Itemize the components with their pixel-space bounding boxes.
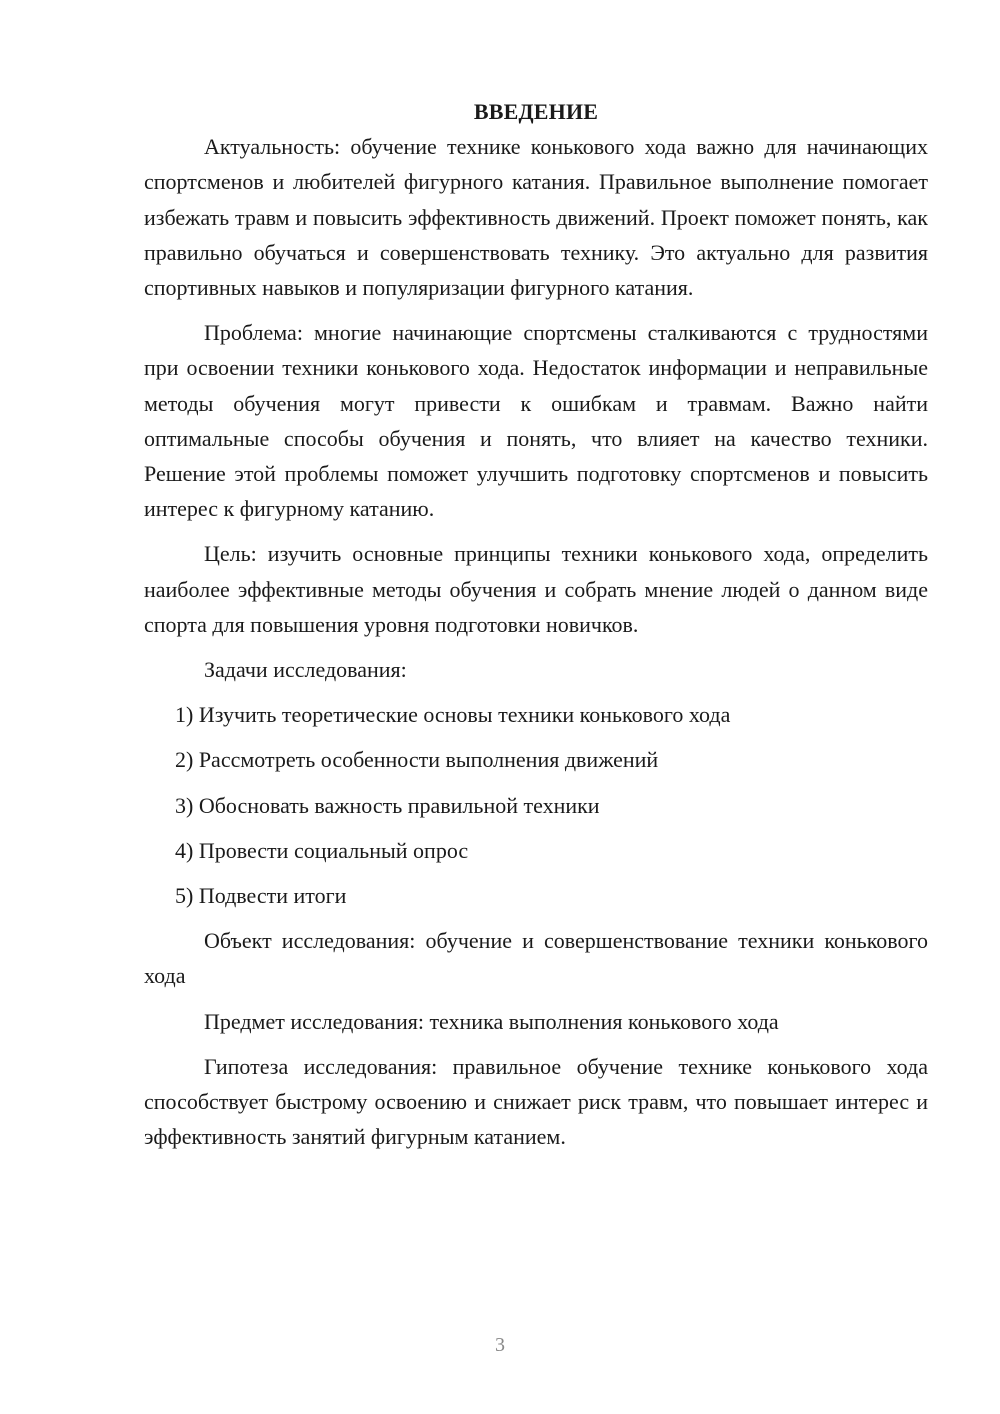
- object-paragraph: Объект исследования: обучение и совершенствование техники конькового хода: [144, 928, 928, 989]
- task-item: 5) Подвести итоги: [175, 883, 347, 909]
- page-content: [144, 94, 928, 1164]
- task-item: 1) Изучить теоретические основы техники конькового хода: [175, 702, 731, 728]
- hypothesis-paragraph: Гипотеза исследования: правильное обучение технике конькового хода способствует быстрому освоению и снижает риск травм, что повышает интерес и эффективность занятий фигурным катанием.: [144, 1053, 928, 1150]
- task-item: 3) Обосновать важность правильной техники: [175, 792, 600, 818]
- section-title: ВВЕДЕНИЕ: [473, 99, 599, 124]
- page-number: 3: [495, 1334, 505, 1356]
- task-item: 4) Провести социальный опрос: [175, 837, 469, 863]
- tasks-heading: Задачи исследования:: [204, 657, 407, 683]
- task-item: 2) Рассмотреть особенности выполнения движений: [175, 747, 659, 773]
- task-list: [144, 697, 928, 913]
- problem-paragraph: Проблема: многие начинающие спортсмены сталкиваются с трудностями при освоении техники конькового хода. Недостаток информации и неправильные методы обучения могут привести к ошибкам и травмам. Важно найти оптимальные способы обучения и понять, что влияет на качество техники. Решение этой проблемы поможет улучшить подготовку спортсменов и повысить интерес к фигурному катанию.: [144, 320, 928, 522]
- goal-paragraph: Цель: изучить основные принципы техники конькового хода, определить наиболее эффективные методы обучения и собрать мнение людей о данном виде спорта для повышения уровня подготовки новичков.: [144, 541, 928, 637]
- relevance-paragraph: Актуальность: обучение технике конькового хода важно для начинающих спортсменов и любителей фигурного катания. Правильное выполнение помогает избежать травм и повысить эффективность движений. Проект поможет понять, как правильно обучаться и совершенствовать технику. Это актуально для развития спортивных навыков и популяризации фигурного катания.: [144, 134, 928, 301]
- subject-paragraph: Предмет исследования: техника выполнения конькового хода: [204, 1008, 779, 1034]
